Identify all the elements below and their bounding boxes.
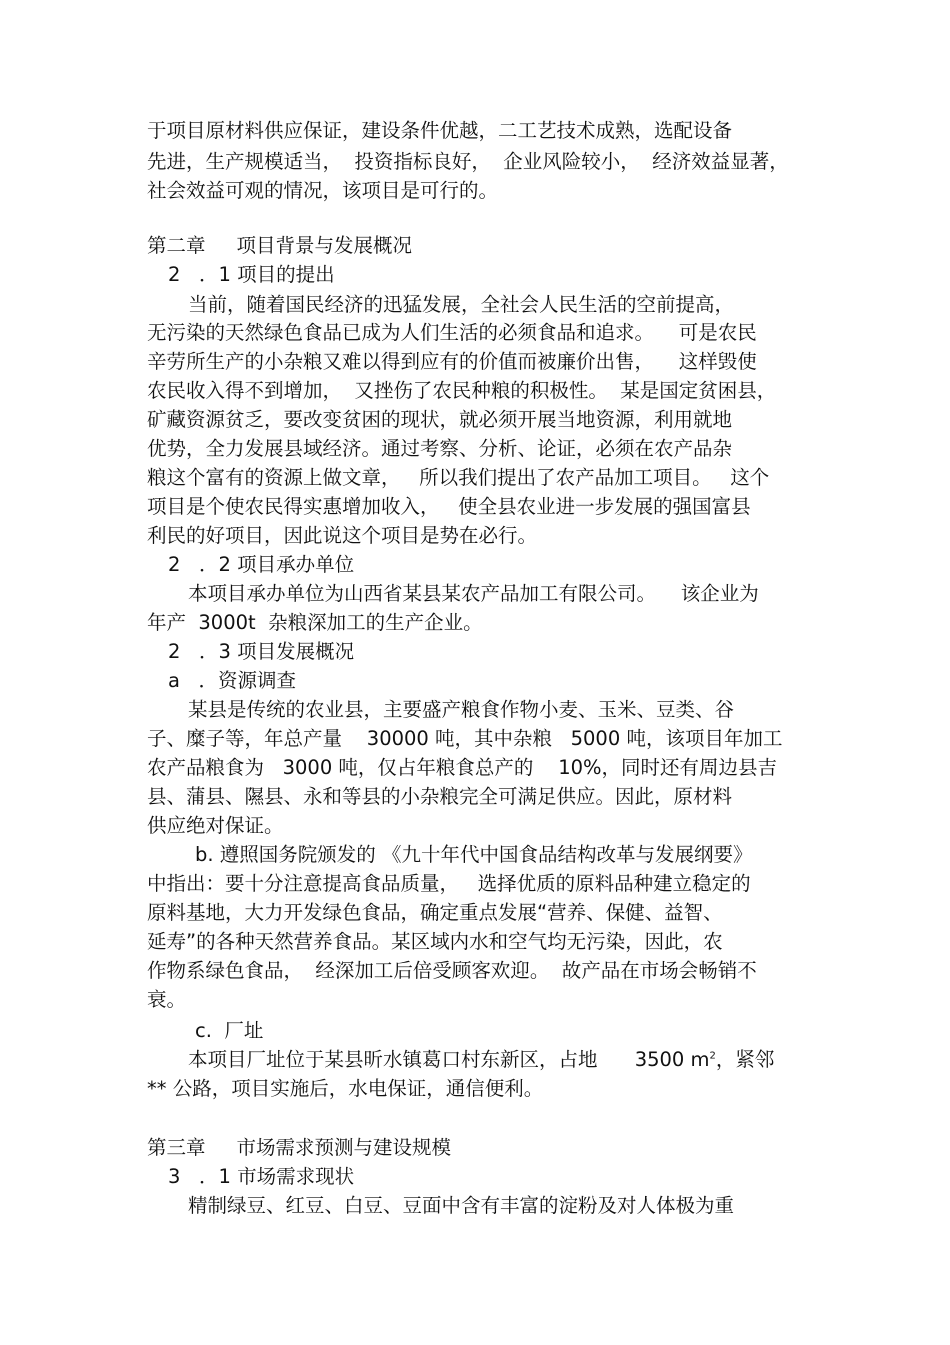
- subsection-heading: c. 厂址: [195, 1019, 264, 1042]
- section-heading: 3 ．1 市场需求现状: [168, 1165, 355, 1188]
- text-line: 县、蒲县、隰县、永和等县的小杂粮完全可满足供应。因此，原材料: [147, 785, 733, 808]
- text-line: 矿藏资源贫乏，要改变贫困的现状，就必须开展当地资源，利用就地: [147, 408, 733, 431]
- chapter-heading: 第二章 项目背景与发展概况: [147, 234, 412, 257]
- text-line: 无污染的天然绿色食品已成为人们生活的必须食品和追求。 可是农民: [147, 321, 757, 344]
- text-line: 原料基地，大力开发绿色食品，确定重点发展“营养、保健、益智、: [147, 901, 723, 924]
- site-text-end: ，紧邻: [715, 1048, 775, 1071]
- text-line: 利民的好项目，因此说这个项目是势在必行。: [147, 524, 538, 547]
- text-line: 先进，生产规模适当， 投资指标良好， 企业风险较小， 经济效益显著，: [147, 150, 789, 173]
- text-line: 粮这个富有的资源上做文章， 所以我们提出了农产品加工项目。 这个: [147, 466, 770, 489]
- text-line: 农产品粮食为 3000 吨，仅占年粮食总产的 10%，同时还有周边县吉: [147, 756, 778, 779]
- section-heading: 2 ．3 项目发展概况: [168, 640, 355, 663]
- text-line: 社会效益可观的情况，该项目是可行的。: [147, 179, 499, 202]
- text-line: 于项目原材料供应保证，建设条件优越，二工艺技术成熟，选配设备: [147, 119, 733, 142]
- text-line: 延寿”的各种天然营养食品。某区域内水和空气均无污染，因此，农: [147, 930, 723, 953]
- subsection-heading: a ．资源调查: [168, 669, 297, 692]
- text-line: 当前，随着国民经济的迅猛发展，全社会人民生活的空前提高，: [188, 293, 735, 316]
- text-line: 中指出：要十分注意提高食品质量， 选择优质的原料品种建立稳定的: [147, 872, 751, 895]
- text-line: 供应绝对保证。: [147, 814, 284, 837]
- chapter-heading: 第三章 市场需求预测与建设规模: [147, 1136, 451, 1159]
- text-line: 优势，全力发展县域经济。通过考察、分析、论证，必须在农产品杂: [147, 437, 733, 460]
- text-line: ** 公路，项目实施后，水电保证，通信便利。: [147, 1077, 544, 1100]
- section-heading: 2 ．2 项目承办单位: [168, 553, 355, 576]
- text-line: 作物系绿色食品， 经深加工后倍受顾客欢迎。 故产品在市场会畅销不: [147, 959, 757, 982]
- text-line: 精制绿豆、红豆、白豆、豆面中含有丰富的淀粉及对人体极为重: [188, 1194, 735, 1217]
- text-line: 年产 3000t 杂粮深加工的生产企业。: [147, 611, 483, 634]
- superscript: 2: [709, 1050, 716, 1062]
- text-line: 衰。: [147, 988, 187, 1011]
- text-line: 本项目承办单位为山西省某县某农产品加工有限公司。 该企业为: [188, 582, 759, 605]
- text-line: [188, 1046, 774, 1074]
- text-line: 某县是传统的农业县，主要盛产粮食作物小麦、玉米、豆类、谷: [188, 698, 735, 721]
- text-line: 项目是个使农民得实惠增加收入， 使全县农业进一步发展的强国富县: [147, 495, 751, 518]
- text-line: 辛劳所生产的小杂粮又难以得到应有的价值而被廉价出售， 这样毁使: [147, 350, 757, 373]
- site-text: 本项目厂址位于某县昕水镇葛口村东新区，占地 3500 m: [188, 1048, 710, 1071]
- section-heading: 2 ．1 项目的提出: [168, 263, 335, 286]
- text-line: 农民收入得不到增加， 又挫伤了农民种粮的积极性。 某是国定贫困县，: [147, 379, 777, 402]
- text-line: 子、糜子等，年总产量 30000 吨，其中杂粮 5000 吨，该项目年加工: [147, 727, 783, 750]
- text-line: b. 遵照国务院颁发的 《九十年代中国食品结构改革与发展纲要》: [195, 843, 753, 866]
